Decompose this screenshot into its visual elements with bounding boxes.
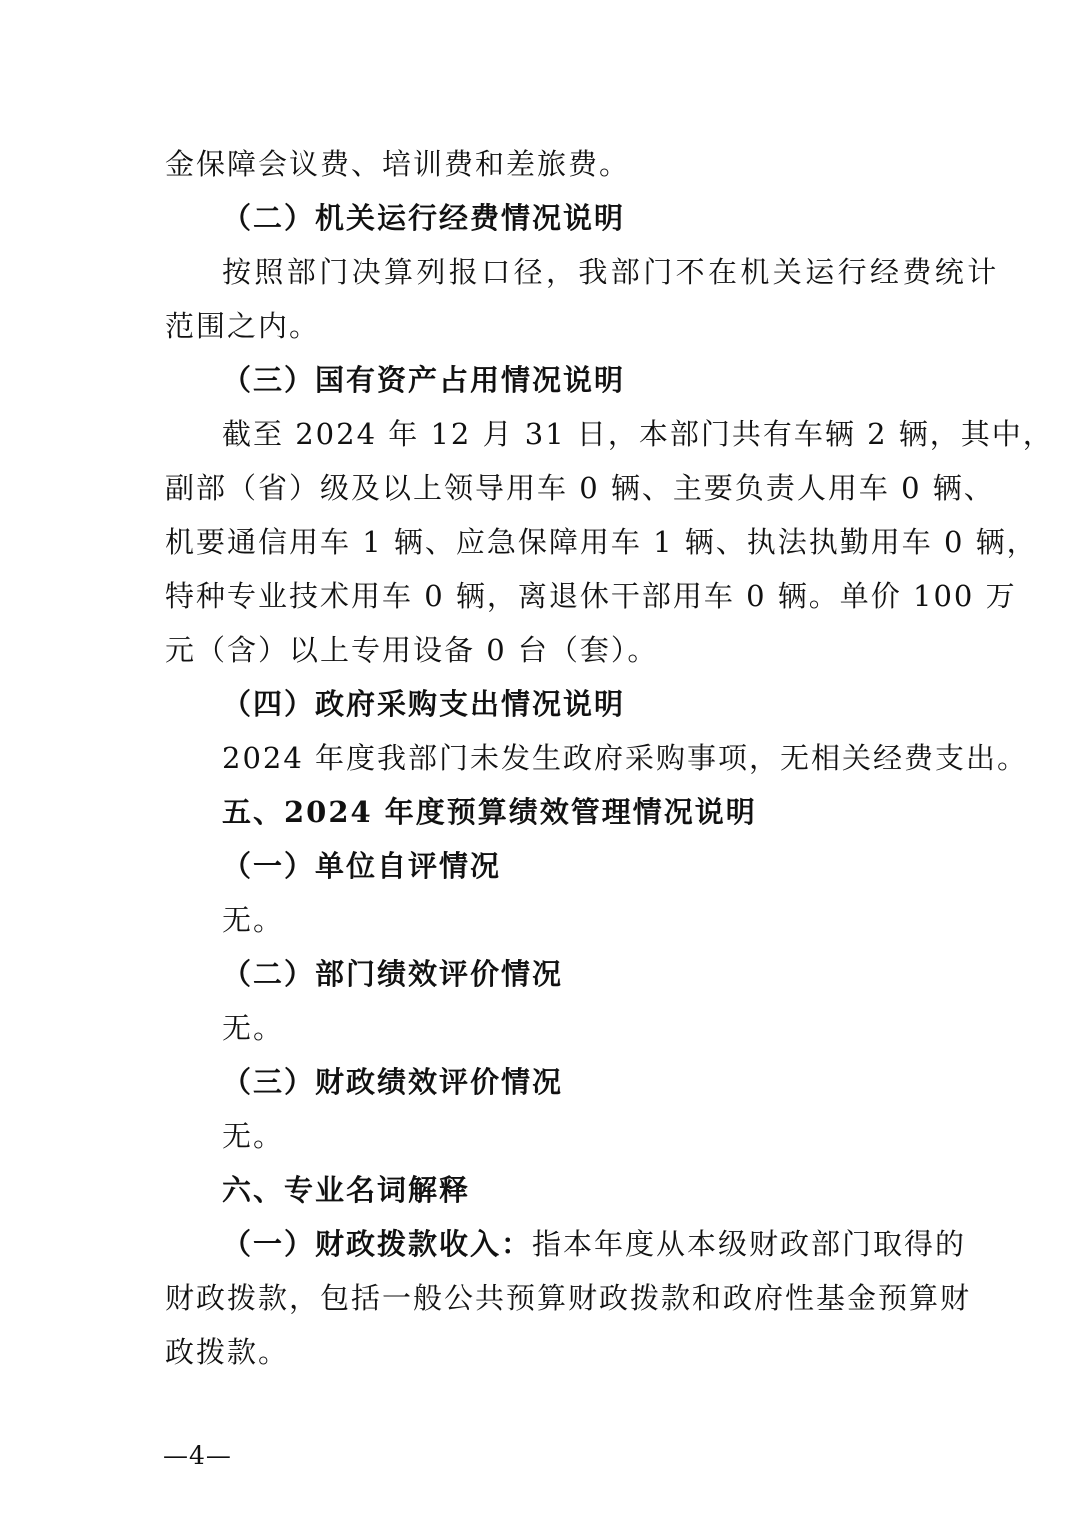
definition-line: [222, 1217, 982, 1271]
section-heading: （三）国有资产占用情况说明: [222, 363, 626, 397]
paragraph-line: 无。: [222, 1119, 285, 1153]
paragraph-line: 2024 年度我部门未发生政府采购事项，无相关经费支出。: [222, 741, 1029, 775]
section-heading: （一）单位自评情况: [222, 849, 502, 883]
section-heading: （三）财政绩效评价情况: [222, 1065, 564, 1099]
definition-term: （一）财政拨款收入：: [222, 1227, 533, 1261]
paragraph-line: 金保障会议费、培训费和差旅费。: [165, 147, 631, 181]
paragraph-line: 特种专业技术用车 0 辆，离退休干部用车 0 辆。单价 100 万: [165, 579, 1017, 613]
section-heading: （四）政府采购支出情况说明: [222, 687, 626, 721]
section-heading: （二）部门绩效评价情况: [222, 957, 564, 991]
paragraph-line: 范围之内。: [165, 309, 321, 343]
paragraph-line: 政拨款。: [165, 1335, 290, 1369]
paragraph-line: 截至 2024 年 12 月 31 日，本部门共有车辆 2 辆，其中，: [222, 417, 1054, 451]
page-number: —4—: [163, 1441, 232, 1470]
paragraph-line: 副部（省）级及以上领导用车 0 辆、主要负责人用车 0 辆、: [165, 471, 995, 505]
paragraph-line: 财政拨款，包括一般公共预算财政拨款和政府性基金预算财: [165, 1281, 972, 1315]
chapter-heading: 六、专业名词解释: [222, 1173, 471, 1207]
paragraph-line: 元（含）以上专用设备 0 台（套）。: [165, 633, 659, 667]
paragraph-line: 无。: [222, 903, 285, 937]
paragraph-line: 无。: [222, 1011, 285, 1045]
paragraph-line: 按照部门决算列报口径，我部门不在机关运行经费统计: [222, 255, 1000, 289]
chapter-heading: 五、2024 年度预算绩效管理情况说明: [222, 795, 757, 829]
definition-text: 指本年度从本级财政部门取得的: [532, 1227, 967, 1261]
paragraph-line: 机要通信用车 1 辆、应急保障用车 1 辆、执法执勤用车 0 辆，: [165, 525, 1038, 559]
section-heading: （二）机关运行经费情况说明: [222, 201, 626, 235]
